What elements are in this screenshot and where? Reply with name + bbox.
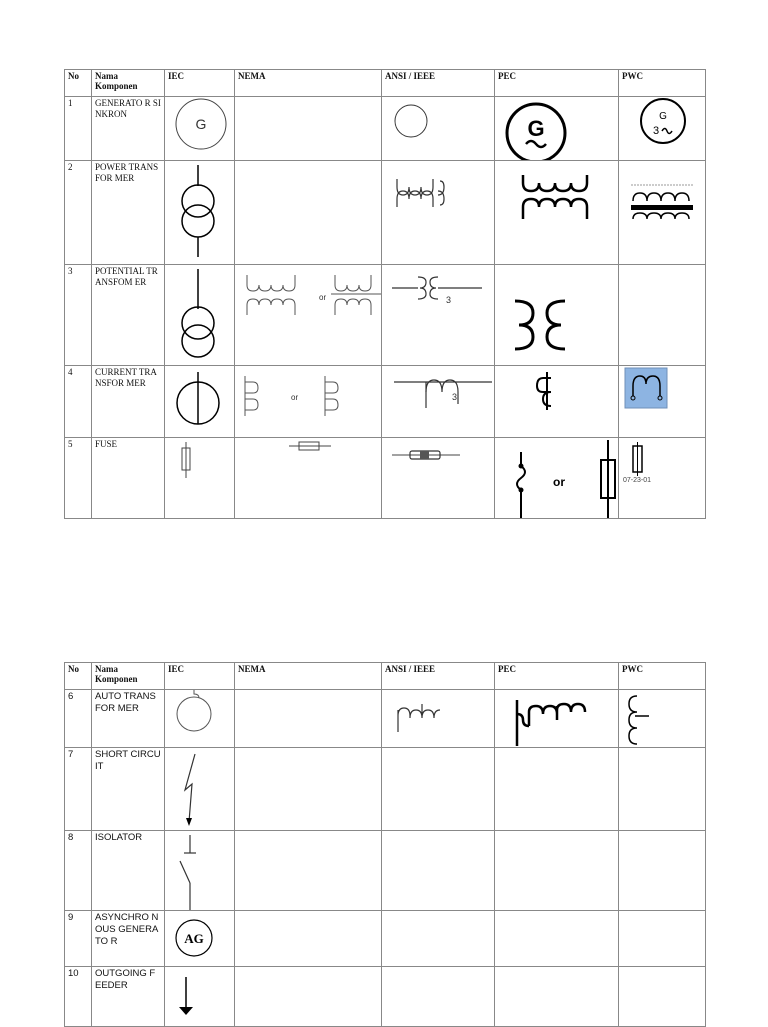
row-number: 8 xyxy=(65,831,92,911)
iec-symbol-cell xyxy=(165,911,235,967)
nema-symbol-cell xyxy=(235,366,382,438)
pwc-symbol-cell xyxy=(619,366,706,438)
ansi-symbol-cell xyxy=(382,265,495,366)
pwc-symbol-cell xyxy=(619,911,706,967)
table-row xyxy=(65,265,706,366)
power-transformer-iec-icon xyxy=(165,161,235,265)
generator-pwc-phase: 3 xyxy=(652,125,660,137)
component-name: POTENTIAL TRANSFOM ER xyxy=(92,265,165,366)
header-pec: PEC xyxy=(495,663,619,690)
table-row xyxy=(65,438,706,519)
nema-symbol-cell xyxy=(235,97,382,161)
header-nama-komponen: Nama Komponen xyxy=(92,663,165,690)
iec-symbol-cell xyxy=(165,967,235,1027)
pec-symbol-cell xyxy=(495,438,619,519)
generator-pwc-icon xyxy=(619,97,706,161)
auto-transformer-pwc-icon xyxy=(619,690,706,748)
asynchronous-generator-iec-icon xyxy=(165,911,235,967)
auto-transformer-pec-icon xyxy=(495,690,619,748)
header-no: No xyxy=(65,663,92,690)
current-transformer-iec-icon xyxy=(165,366,235,438)
row-number: 5 xyxy=(65,438,92,519)
pwc-symbol-cell xyxy=(619,438,706,519)
pec-symbol-cell xyxy=(495,967,619,1027)
row-number: 9 xyxy=(65,911,92,967)
table-row xyxy=(65,366,706,438)
ansi-symbol-cell xyxy=(382,366,495,438)
nema-symbol-cell xyxy=(235,438,382,519)
component-name: OUTGOING FEEDER xyxy=(92,967,165,1027)
row-number: 2 xyxy=(65,161,92,265)
pwc-symbol-cell xyxy=(619,97,706,161)
generator-iec-icon xyxy=(165,97,235,161)
component-name: CURRENT TRANSFOR MER xyxy=(92,366,165,438)
row-number: 6 xyxy=(65,690,92,748)
nema-symbol-cell xyxy=(235,748,382,831)
generator-pec-icon xyxy=(495,97,619,161)
ansi-symbol-cell xyxy=(382,690,495,748)
ansi-symbol-cell xyxy=(382,831,495,911)
pec-symbol-cell xyxy=(495,161,619,265)
potential-transformer-pec-icon xyxy=(495,265,619,366)
iec-symbol-cell xyxy=(165,748,235,831)
fuse-pec-icon xyxy=(495,438,619,519)
table-row xyxy=(65,967,706,1027)
table-row xyxy=(65,690,706,748)
ansi-symbol-cell xyxy=(382,748,495,831)
turns-number: 3 xyxy=(452,392,458,402)
row-number: 10 xyxy=(65,967,92,1027)
or-label: or xyxy=(553,475,565,489)
header-no: No xyxy=(65,70,92,97)
nema-symbol-cell xyxy=(235,161,382,265)
ansi-symbol-cell xyxy=(382,967,495,1027)
outgoing-feeder-iec-icon xyxy=(165,967,235,1027)
pwc-symbol-cell xyxy=(619,265,706,366)
generator-letter: G xyxy=(195,116,207,132)
header-ansi-ieee: ANSI / IEEE xyxy=(382,70,495,97)
component-name: SHORT CIRCUIT xyxy=(92,748,165,831)
iec-symbol-cell xyxy=(165,366,235,438)
pec-symbol-cell xyxy=(495,97,619,161)
ansi-symbol-cell xyxy=(382,911,495,967)
power-transformer-pwc-icon xyxy=(619,161,706,265)
pwc-symbol-cell xyxy=(619,831,706,911)
nema-symbol-cell xyxy=(235,831,382,911)
nema-symbol-cell xyxy=(235,967,382,1027)
header-nema: NEMA xyxy=(235,70,382,97)
turns-number: 3 xyxy=(446,295,452,305)
current-transformer-pwc-icon xyxy=(619,366,706,438)
header-iec: IEC xyxy=(165,663,235,690)
power-transformer-pec-icon xyxy=(495,161,619,265)
fuse-pwc-icon xyxy=(619,438,706,519)
pec-symbol-cell xyxy=(495,911,619,967)
auto-transformer-ansi-icon xyxy=(382,690,495,748)
current-transformer-nema-icon xyxy=(235,366,382,438)
current-transformer-ansi-icon xyxy=(382,366,495,438)
row-number: 7 xyxy=(65,748,92,831)
iec-symbol-cell xyxy=(165,97,235,161)
ansi-symbol-cell xyxy=(382,438,495,519)
table-row xyxy=(65,161,706,265)
fuse-iec-icon xyxy=(165,438,235,519)
current-transformer-pec-icon xyxy=(495,366,619,438)
iec-symbol-cell xyxy=(165,265,235,366)
iec-symbol-cell xyxy=(165,831,235,911)
pwc-symbol-cell xyxy=(619,161,706,265)
header-ansi-ieee: ANSI / IEEE xyxy=(382,663,495,690)
component-name: FUSE xyxy=(92,438,165,519)
power-transformer-ansi-icon xyxy=(382,161,495,265)
pwc-symbol-cell xyxy=(619,967,706,1027)
component-name: GENERATO R SINKRON xyxy=(92,97,165,161)
pec-symbol-cell xyxy=(495,265,619,366)
table-row xyxy=(65,748,706,831)
symbol-table-2 xyxy=(64,662,706,1027)
iec-symbol-cell xyxy=(165,690,235,748)
row-number: 4 xyxy=(65,366,92,438)
potential-transformer-iec-icon xyxy=(165,265,235,366)
component-name: ASYNCHRO NOUS GENERATO R xyxy=(92,911,165,967)
table-row xyxy=(65,831,706,911)
fuse-ansi-icon xyxy=(382,438,495,519)
pec-symbol-cell xyxy=(495,831,619,911)
fuse-nema-icon xyxy=(235,438,382,519)
component-name: POWER TRANSFOR MER xyxy=(92,161,165,265)
row-number: 3 xyxy=(65,265,92,366)
header-nama-komponen: Nama Komponen xyxy=(92,70,165,97)
symbol-table-1 xyxy=(64,69,706,519)
row-number: 1 xyxy=(65,97,92,161)
nema-symbol-cell xyxy=(235,265,382,366)
potential-transformer-ansi-icon xyxy=(382,265,495,366)
iec-symbol-cell xyxy=(165,161,235,265)
table-row xyxy=(65,911,706,967)
ansi-symbol-cell xyxy=(382,161,495,265)
fuse-code-label: 07-23-01 xyxy=(623,477,652,484)
ansi-symbol-cell xyxy=(382,97,495,161)
pwc-symbol-cell xyxy=(619,690,706,748)
generator-label: AG xyxy=(184,931,204,946)
generator-pec-letter: G xyxy=(527,116,545,141)
component-name: ISOLATOR xyxy=(92,831,165,911)
short-circuit-iec-icon xyxy=(165,748,235,831)
component-name: AUTO TRANSFOR MER xyxy=(92,690,165,748)
isolator-iec-icon xyxy=(165,831,235,911)
or-label: or xyxy=(291,393,299,402)
auto-transformer-iec-icon xyxy=(165,690,235,748)
nema-symbol-cell xyxy=(235,690,382,748)
pec-symbol-cell xyxy=(495,366,619,438)
header-pec: PEC xyxy=(495,70,619,97)
iec-symbol-cell xyxy=(165,438,235,519)
header-nema: NEMA xyxy=(235,663,382,690)
pec-symbol-cell xyxy=(495,748,619,831)
table-row xyxy=(65,97,706,161)
or-label: or xyxy=(319,293,327,302)
nema-symbol-cell xyxy=(235,911,382,967)
generator-ansi-icon xyxy=(382,97,495,161)
header-pwc: PWC xyxy=(619,663,706,690)
generator-pwc-letter: G xyxy=(659,111,667,122)
header-pwc: PWC xyxy=(619,70,706,97)
potential-transformer-nema-icon xyxy=(235,265,382,366)
header-iec: IEC xyxy=(165,70,235,97)
pec-symbol-cell xyxy=(495,690,619,748)
pwc-symbol-cell xyxy=(619,748,706,831)
